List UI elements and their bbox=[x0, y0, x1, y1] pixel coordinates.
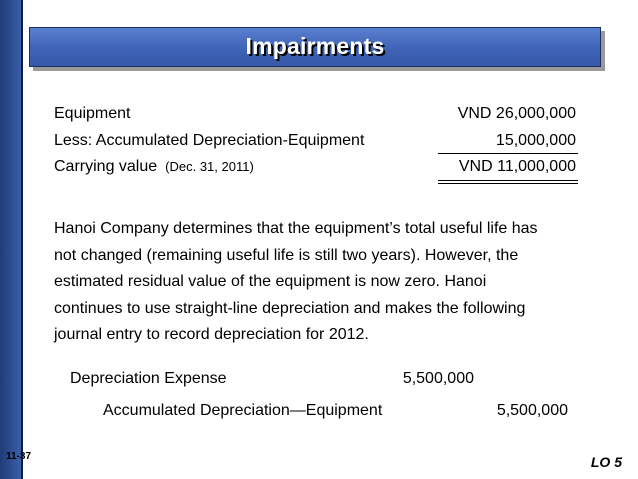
description-paragraph bbox=[54, 216, 604, 349]
paragraph-line: continues to use straight-line depreciation and makes the following bbox=[54, 299, 526, 317]
journal-credit-account: Accumulated Depreciation—Equipment bbox=[103, 402, 383, 419]
slide-title: Impairments bbox=[245, 33, 385, 59]
carrying-value-row bbox=[54, 157, 254, 177]
carrying-value-amount: VND 11,000,000 bbox=[458, 158, 576, 175]
journal-debit-amount: 5,500,000 bbox=[402, 370, 474, 387]
left-accent-line bbox=[21, 0, 23, 479]
title-banner bbox=[29, 27, 601, 67]
carrying-value-date-note: (Dec. 31, 2011) bbox=[165, 159, 254, 174]
carrying-value-label: Carrying value bbox=[54, 158, 158, 175]
accumulated-depreciation-amount: 15,000,000 bbox=[495, 132, 576, 149]
subtotal-underline bbox=[438, 153, 578, 154]
total-double-underline bbox=[438, 180, 578, 184]
journal-debit-account: Depreciation Expense bbox=[70, 370, 227, 387]
learning-objective-label: LO 5 bbox=[590, 454, 622, 470]
left-accent-bar bbox=[0, 0, 21, 479]
accumulated-depreciation-label: Less: Accumulated Depreciation-Equipment bbox=[54, 132, 365, 149]
equipment-amount: VND 26,000,000 bbox=[457, 105, 576, 122]
paragraph-line: not changed (remaining useful life is still two years). However, the bbox=[54, 246, 519, 264]
slide-number: 11-37 bbox=[6, 451, 32, 462]
paragraph-line: Hanoi Company determines that the equipment’s total useful life has bbox=[54, 220, 538, 237]
paragraph-line: journal entry to record depreciation for 2012. bbox=[54, 326, 369, 343]
paragraph-line: estimated residual value of the equipment is now zero. Hanoi bbox=[54, 273, 487, 290]
journal-credit-amount: 5,500,000 bbox=[496, 402, 568, 419]
equipment-label: Equipment bbox=[54, 105, 131, 122]
